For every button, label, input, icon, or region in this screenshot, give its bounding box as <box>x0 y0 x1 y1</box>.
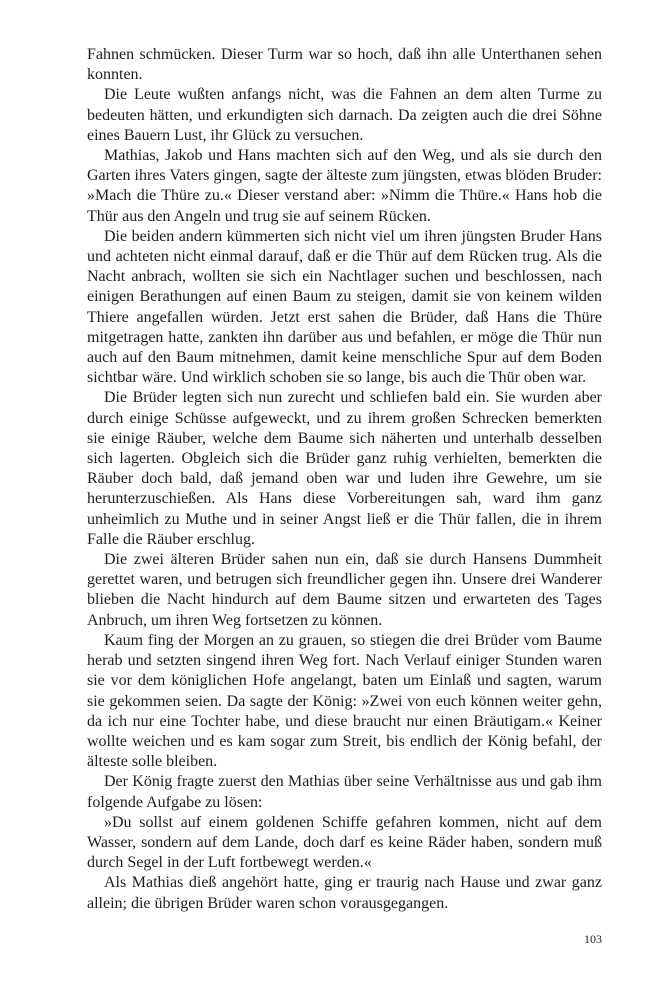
paragraph-9: »Du sollst auf einem goldenen Schiffe gefahren kommen, nicht auf dem Wasser, sondern auf dem Lande, doch darf es keine Räder haben, sondern muß durch Segel in der Luft fortbewegt werden.« <box>87 813 602 872</box>
paragraph-1: Fahnen schmücken. Dieser Turm war so hoch, daß ihn alle Unterthanen sehen konnten. <box>87 46 602 84</box>
paragraph-5: Die Brüder legten sich nun zurecht und schliefen bald ein. Sie wurden aber durch einige Schüsse aufgeweckt, und zu ihrem großen Schrecken bemerkten sie einige Räuber, welche dem Baume sich näherten und unterhalb desselben sich lagerten. Obgleich sich die Brüder ganz ruhig verhielten, bemerkten die Räuber doch bald, daß jemand oben war und luden ihre Gewehre, um sie herunterzuschießen. Als Hans diese Vorbereitungen sah, ward ihm ganz unheimlich zu Muthe und in seiner Angst ließ er die Thür fallen, die in ihrem Falle die Räuber erschlug. <box>87 389 602 548</box>
book-page-text <box>87 45 602 914</box>
paragraph-10: Als Mathias dieß angehört hatte, ging er traurig nach Hause und zwar ganz allein; die übrigen Brüder waren schon vorausgegangen. <box>87 874 602 912</box>
paragraph-6: Die zwei älteren Brüder sahen nun ein, daß sie durch Hansens Dummheit gerettet waren, und betrugen sich freundlicher gegen ihn. Unsere drei Wanderer blieben die Nacht hindurch auf dem Baume sitzen und erwarteten des Tages Anbruch, um ihren Weg fortsetzen zu können. <box>87 551 602 629</box>
paragraph-3: Mathias, Jakob und Hans machten sich auf den Weg, und als sie durch den Garten ihres Vaters gingen, sagte der älteste zum jüngsten, etwas blöden Bruder: »Mach die Thüre zu.« Dieser verstand aber: »Nimm die Thüre.« Hans hob die Thür aus den Angeln und trug sie auf seinem Rücken. <box>87 147 602 225</box>
paragraph-7: Kaum fing der Morgen an zu grauen, so stiegen die drei Brüder vom Baume herab und setzten singend ihren Weg fort. Nach Verlauf einiger Stunden waren sie vor dem königlichen Hofe angelangt, baten um Einlaß und sagten, warum sie gekommen seien. Da sagte der König: »Zwei von euch können weiter gehn, da ich nur eine Tochter habe, und diese braucht nur einen Bräutigam.« Keiner wollte weichen und es kam sogar zum Streit, bis endlich der König befahl, der älteste solle bleiben. <box>87 631 602 771</box>
paragraph-8: Der König fragte zuerst den Mathias über seine Verhältnisse aus und gab ihm folgende Aufgabe zu lösen: <box>87 773 602 811</box>
paragraph-4: Die beiden andern kümmerten sich nicht viel um ihren jüngsten Bruder Hans und achteten nicht einmal darauf, daß er die Thür auf dem Rücken trug. Als die Nacht anbrach, wollten sie sich ein Nachtlager suchen und beschlossen, nach einigen Berathungen auf einen Baum zu steigen, damit sie von keinem wilden Thiere angefallen würden. Jetzt erst sahen die Brüder, daß Hans die Thüre mitgetragen hatte, zankten ihn darüber aus und befahlen, er möge die Thür nun auch auf den Baum mitnehmen, damit keine menschliche Spur auf dem Boden sichtbar wäre. Und wirklich schoben sie so lange, bis auch die Thür oben war. <box>87 227 602 387</box>
page-number: 103 <box>584 932 602 946</box>
paragraph-2: Die Leute wußten anfangs nicht, was die Fahnen an dem alten Turme zu bedeuten hätten, und erkundigten sich darnach. Da zeigten auch die drei Söhne eines Bauern Lust, ihr Glück zu versuchen. <box>87 86 602 144</box>
